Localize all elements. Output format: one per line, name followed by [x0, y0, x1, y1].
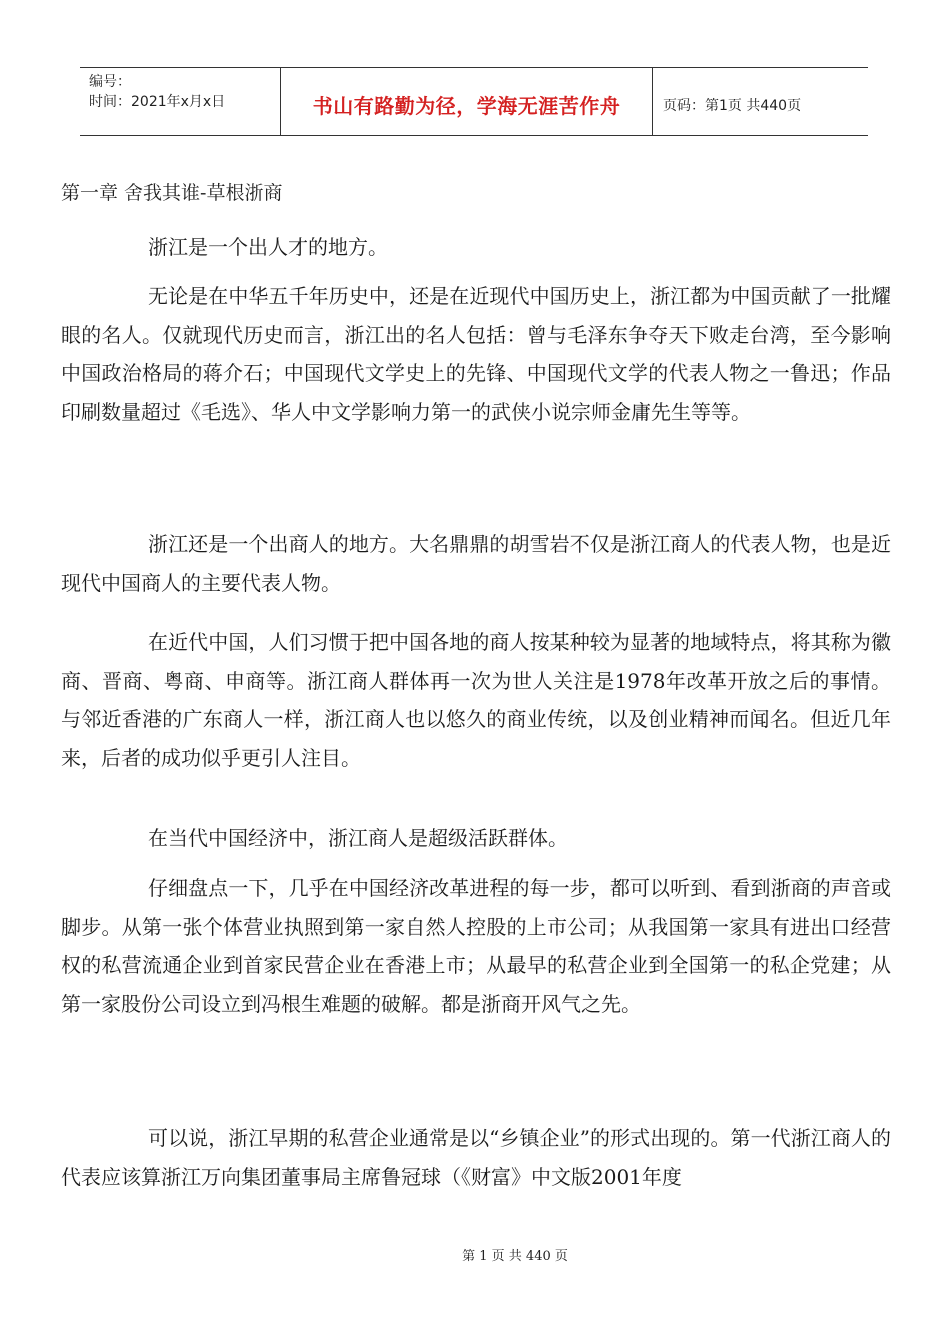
- chapter-title: 第一章 舍我其谁-草根浙商: [61, 182, 283, 204]
- page-footer: 第 1 页 共 440 页: [462, 1249, 568, 1264]
- header-meta: [80, 68, 281, 135]
- paragraph: 在近代中国，人们习惯于把中国各地的商人按某种较为显著的地域特点，将其称为徽商、晋商、粤商、申商等。浙江商人群体再一次为世人关注是1978年改革开放之后的事情。与邻近香港的广东商人一样，浙江商人也以悠久的商业传统，以及创业精神而闻名。但近几年来，后者的成功似乎更引人注目。: [61, 630, 891, 770]
- document-time-label: 时间：2021年x月x日: [89, 94, 226, 110]
- paragraph: 浙江是一个出人才的地方。: [148, 235, 388, 259]
- paragraph: 无论是在中华五千年历史中，还是在近现代中国历史上，浙江都为中国贡献了一批耀眼的名人。仅就现代历史而言，浙江出的名人包括：曾与毛泽东争夺天下败走台湾，至今影响中国政治格局的蒋介石；中国现代文学史上的先锋、中国现代文学的代表人物之一鲁迅；作品印刷数量超过《毛选》、华人中文学影响力第一的武侠小说宗师金庸先生等等。: [61, 284, 891, 424]
- paragraph: 浙江还是一个出商人的地方。大名鼎鼎的胡雪岩不仅是浙江商人的代表人物，也是近现代中国商人的主要代表人物。: [61, 532, 891, 595]
- header-motto: 书山有路勤为径，学海无涯苦作舟: [281, 68, 653, 135]
- header-page-info: 页码：第1页 共440页: [663, 97, 802, 114]
- paragraph: 在当代中国经济中，浙江商人是超级活跃群体。: [148, 826, 568, 850]
- document-number-label: 编号：: [89, 74, 131, 90]
- paragraph: 仔细盘点一下，几乎在中国经济改革进程的每一步，都可以听到、看到浙商的声音或脚步。从第一张个体营业执照到第一家自然人控股的上市公司；从我国第一家具有进出口经营权的私营流通企业到首家民营企业在香港上市；从最早的私营企业到全国第一的私企党建；从第一家股份公司设立到冯根生难题的破解。都是浙商开风气之先。: [61, 876, 891, 1016]
- paragraph: 可以说，浙江早期的私营企业通常是以“乡镇企业”的形式出现的。第一代浙江商人的代表应该算浙江万向集团董事局主席鲁冠球（《财富》中文版2001年度: [61, 1126, 891, 1189]
- document-header: [80, 67, 868, 136]
